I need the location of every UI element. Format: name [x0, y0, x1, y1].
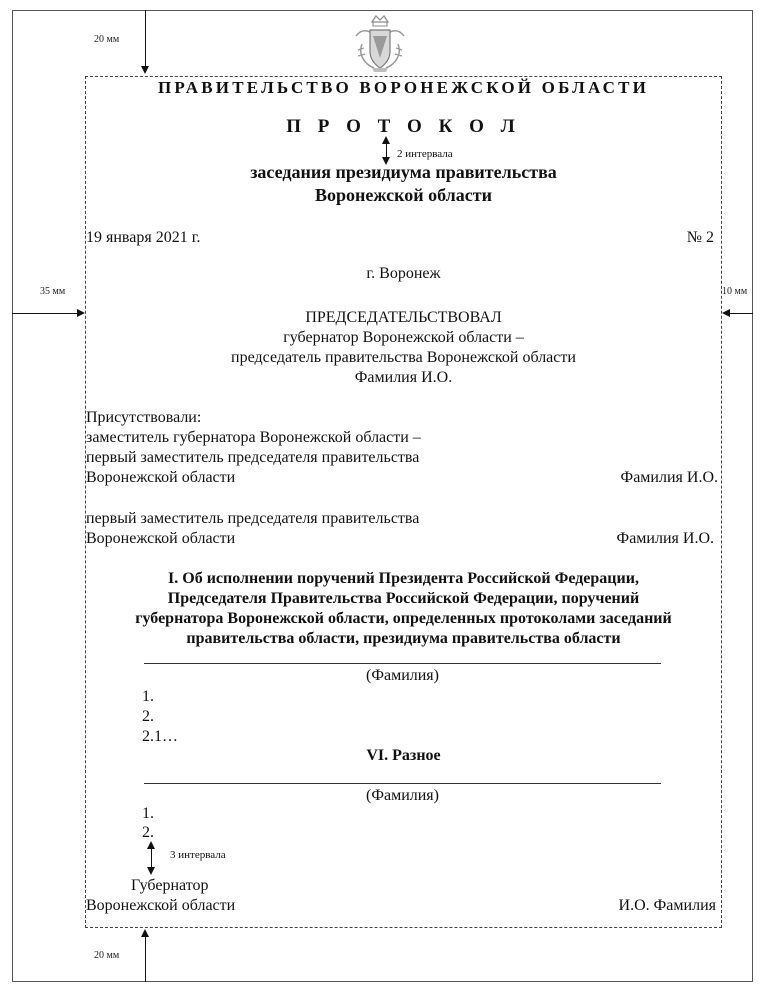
coat-of-arms-icon: [352, 14, 408, 74]
signature-interval-arrowhead-up: [147, 841, 155, 849]
signature-title-line-1: Губернатор: [131, 877, 209, 894]
meeting-date: 19 января 2021 г.: [86, 229, 201, 246]
section-1-speaker: (Фамилия): [366, 667, 439, 684]
attendee-2-line-2: Воронежской области: [86, 530, 236, 547]
attendee-1-line-3: Воронежской области: [86, 469, 236, 486]
signature-interval-note: 3 интервала: [170, 849, 226, 861]
subtitle-line-2: Воронежской области: [315, 185, 492, 205]
section-1-title-line-1: I. Об исполнении поручений Президента Российской Федерации,: [168, 570, 639, 587]
attendee-2-name: Фамилия И.О.: [616, 530, 714, 547]
document-type: П Р О Т О К О Л: [286, 116, 521, 137]
protocol-number: № 2: [686, 229, 714, 246]
chair-heading: ПРЕДСЕДАТЕЛЬСТВОВАЛ: [305, 309, 502, 326]
city: г. Воронеж: [366, 265, 441, 282]
right-margin-arrow: [730, 313, 753, 314]
right-margin-arrowhead: [722, 309, 730, 317]
bottom-margin-arrowhead: [141, 929, 149, 937]
section-6-item-1: 1.: [142, 805, 154, 822]
bottom-margin-label: 20 мм: [94, 950, 120, 961]
chair-position-line-1: губернатор Воронежской области –: [283, 329, 524, 346]
signature-name: И.О. Фамилия: [618, 897, 716, 914]
left-margin-arrow: [12, 313, 78, 314]
section-1-title-line-3: губернатора Воронежской области, определенных протоколами заседаний: [135, 610, 672, 627]
attendee-2-line-1: первый заместитель председателя правительства: [86, 510, 420, 527]
right-margin-label: 10 мм: [722, 286, 748, 297]
section-1-item-2-1: 2.1…: [142, 728, 178, 745]
attendee-1-line-1: заместитель губернатора Воронежской области –: [86, 429, 421, 446]
section-1-title-line-4: правительства области, президиума правительства области: [186, 630, 621, 647]
signature-title-line-2: Воронежской области: [86, 897, 236, 914]
left-margin-arrowhead: [77, 309, 85, 317]
section-1-speaker-line: [144, 663, 661, 664]
top-margin-label: 20 мм: [94, 34, 120, 45]
section-6-speaker: (Фамилия): [366, 787, 439, 804]
top-margin-arrow: [145, 10, 146, 68]
section-6-speaker-line: [144, 783, 661, 784]
section-1-item-1: 1.: [142, 688, 154, 705]
section-6-title: VI. Разное: [366, 747, 441, 764]
bottom-margin-arrow: [145, 935, 146, 982]
chair-name: Фамилия И.О.: [354, 369, 453, 386]
interval-arrowhead-up: [382, 136, 390, 144]
attendee-1-name: Фамилия И.О.: [620, 469, 718, 486]
subtitle-line-1: заседания президиума правительства: [250, 162, 557, 182]
section-1-title-line-2: Председателя Правительства Российской Федерации, поручений: [167, 590, 640, 607]
interval-note: 2 интервала: [397, 148, 453, 160]
government-name: ПРАВИТЕЛЬСТВО ВОРОНЕЖСКОЙ ОБЛАСТИ: [157, 78, 650, 97]
left-margin-label: 35 мм: [40, 286, 66, 297]
section-1-item-2: 2.: [142, 708, 154, 725]
top-margin-arrowhead: [141, 66, 149, 74]
attendee-1-line-2: первый заместитель председателя правительства: [86, 449, 420, 466]
attendees-heading: Присутствовали:: [86, 409, 202, 426]
signature-interval-arrowhead-down: [147, 867, 155, 875]
chair-position-line-2: председатель правительства Воронежской области: [231, 349, 576, 366]
section-6-item-2: 2.: [142, 824, 154, 841]
